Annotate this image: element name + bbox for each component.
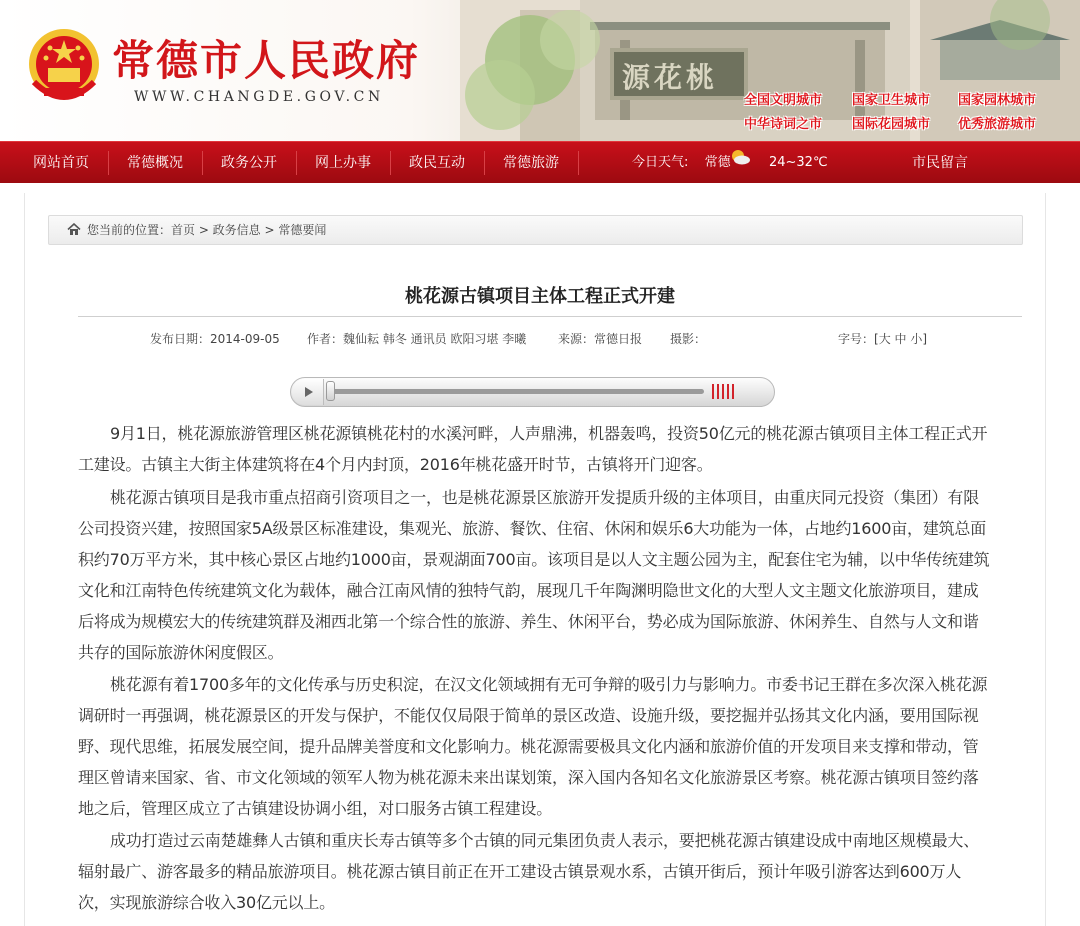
nav-public-interaction[interactable]: 政民互动	[409, 155, 465, 171]
font-size-bracket: ]	[922, 332, 928, 346]
article-source: 来源：常德日报	[558, 332, 643, 346]
home-icon	[67, 223, 81, 236]
honor-title: 优秀旅游城市	[958, 117, 1037, 132]
site-title: 常德市人民政府	[112, 36, 421, 85]
volume-level-bar[interactable]	[717, 384, 719, 399]
weather-label: 今日天气:	[632, 155, 689, 170]
honor-title: 全国文明城市	[744, 93, 823, 108]
weather-city: 常德	[704, 155, 731, 170]
audio-progress-handle[interactable]	[326, 381, 335, 401]
article-title: 桃花源古镇项目主体工程正式开建	[405, 286, 675, 307]
article-paragraph: 9月1日，桃花源旅游管理区桃花源镇桃花村的水溪河畔，人声鼎沸，机器轰鸣，投资50亿元的桃花源古镇项目主体工程正式开工建设。古镇主大街主体建筑将在4个月内封顶，2016年桃花盛开时节，古镇将开门迎客。	[78, 424, 988, 474]
site-header	[0, 0, 1080, 141]
font-size-large-link[interactable]: 大	[878, 332, 891, 346]
nav-home[interactable]: 网站首页	[33, 155, 89, 171]
weather-temperature: 24~32℃	[768, 155, 828, 170]
article-photographer: 摄影：	[670, 332, 707, 346]
font-size-selector	[838, 330, 927, 347]
nav-government-affairs[interactable]: 政务公开	[221, 155, 277, 171]
honor-title: 国家园林城市	[958, 93, 1037, 108]
sunny-cloudy-weather-icon	[729, 148, 751, 166]
scenic-sign-text: 源花桃	[622, 61, 719, 94]
font-size-small-link[interactable]: 小	[910, 332, 923, 346]
site-domain: WWW.CHANGDE.GOV.CN	[134, 89, 384, 105]
honor-title: 国际花园城市	[852, 117, 931, 132]
font-size-label: 字号：[	[838, 332, 879, 346]
nav-changde-overview[interactable]: 常德概况	[127, 155, 183, 171]
article-paragraph: 桃花源古镇项目是我市重点招商引资项目之一，也是桃花源景区旅游开发提质升级的主体项目，由重庆同元投资（集团）有限公司投资兴建，按照国家5A级景区标准建设，集观光、旅游、餐饮、住宿、休闲和娱乐6大功能为一体，占地约1600亩，建筑总面积约70万平方米，其中核心景区占地约1000亩，景观湖面700亩。该项目是以人文主题公园为主，配套住宅为辅，以中华传统建筑文化和江南特色传统建筑文化为载体，融合江南风情的独特气韵，展现几千年陶渊明隐世文化的大型人文主题文化旅游项目，建成后将成为规模宏大的传统建筑群及湘西北第一个综合性的旅游、养生、休闲平台，势必成为国际旅游、休闲养生、自然与人文和谐共存的国际旅游休闲度假区。	[78, 488, 990, 662]
volume-level-bar[interactable]	[722, 384, 724, 399]
nav-citizen-message[interactable]: 市民留言	[912, 155, 968, 171]
title-divider	[78, 316, 1022, 317]
publish-date: 发布日期：2014-09-05	[150, 332, 280, 346]
nav-online-services[interactable]: 网上办事	[315, 155, 371, 171]
article-author: 作者：魏仙耘 韩冬 通讯员 欧阳习堪 李曦	[307, 332, 527, 346]
honor-title: 国家卫生城市	[852, 93, 931, 108]
volume-level-bar[interactable]	[712, 384, 714, 399]
nav-divider	[578, 151, 579, 175]
main-nav	[0, 141, 1080, 183]
play-icon	[305, 387, 313, 397]
article-paragraph: 成功打造过云南楚雄彝人古镇和重庆长寿古镇等多个古镇的同元集团负责人表示，要把桃花源古镇建设成中南地区规模最大、辐射最广、游客最多的精品旅游项目。桃花源古镇目前正在开工建设古镇景观水系，古镇开街后，预计年吸引游客达到600万人次，实现旅游综合收入30亿元以上。	[78, 831, 980, 912]
honor-title: 中华诗词之市	[744, 117, 823, 132]
volume-level-bar[interactable]	[727, 384, 729, 399]
volume-level-bar[interactable]	[732, 384, 734, 399]
breadcrumb	[48, 215, 1023, 245]
nav-changde-tourism[interactable]: 常德旅游	[503, 155, 559, 171]
breadcrumb-text[interactable]: 您当前的位置：首页 > 政务信息 > 常德要闻	[87, 223, 327, 237]
font-size-medium-link[interactable]: 中	[894, 332, 907, 346]
article-paragraph: 桃花源有着1700多年的文化传承与历史积淀，在汉文化领域拥有无可争辩的吸引力与影响力。市委书记王群在多次深入桃花源调研时一再强调，桃花源景区的开发与保护，不能仅仅局限于简单的景区改造、设施升级，要挖掘并弘扬其文化内涵，要用国际视野、现代思维，拓展发展空间，提升品牌美誉度和文化影响力。桃花源需要极具文化内涵和旅游价值的开发项目来支撑和带动，管理区曾请来国家、省、市文化领域的领军人物为桃花源未来出谋划策，深入国内各知名文化旅游景区考察。桃花源古镇项目签约落地之后，管理区成立了古镇建设协调小组，对口服务古镇工程建设。	[78, 675, 988, 818]
audio-progress-track[interactable]	[332, 389, 704, 394]
national-emblem-icon	[26, 26, 102, 108]
